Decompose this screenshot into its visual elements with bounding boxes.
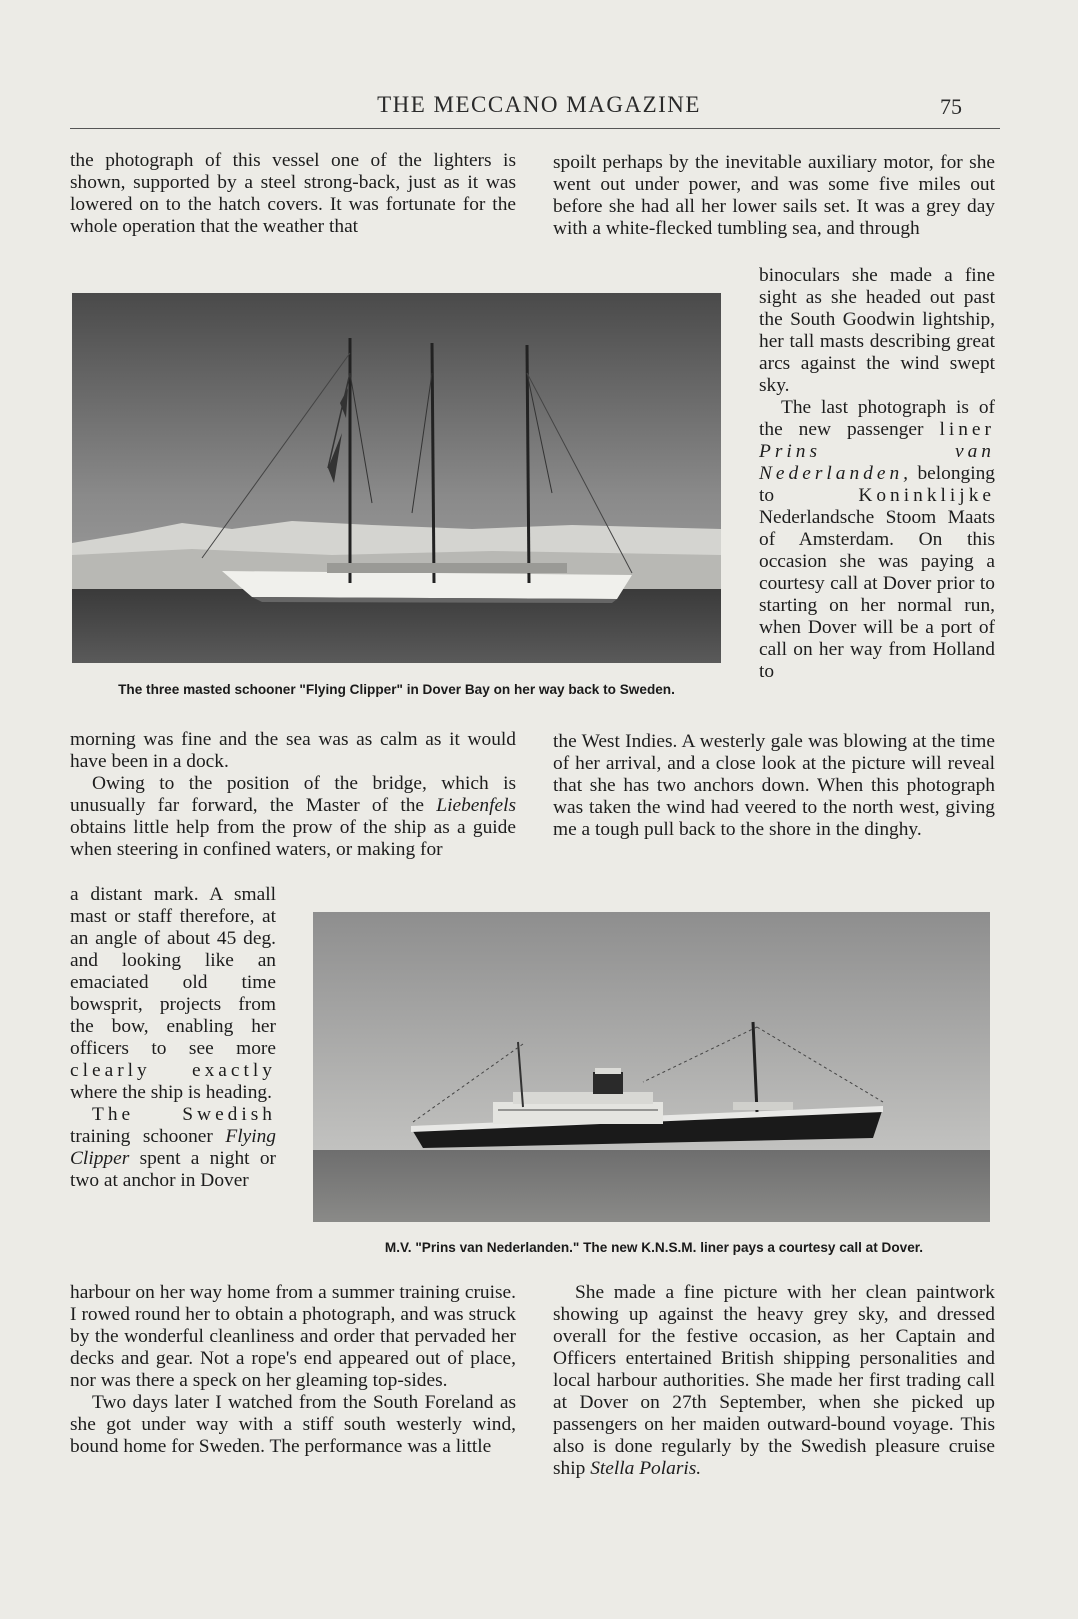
- article-text-middle-right: the West Indies. A westerly gale was blowing at the time of her arrival, and a close look at the picture will reveal that she has two anchors down. When this photograph was taken the wind had veered to the north west, giving me a tough pull back to the shore in the dinghy.: [553, 731, 995, 840]
- photo-prins-van-nederlanden-caption: M.V. "Prins van Nederlanden." The new K.N.S.M. liner pays a courtesy call at Dover.: [384, 1240, 924, 1255]
- liner-photo-illustration: [313, 912, 990, 1222]
- photo-flying-clipper-caption: The three masted schooner "Flying Clipper" in Dover Bay on her way back to Sweden.: [118, 682, 675, 697]
- article-text-middle-left: morning was fine and the sea was as calm as it would have been in a dock. Owing to the position of the bridge, which is unusually far forward, the Master of the Liebenfels obtains little help from the prow of the ship as a guide when steering in confined waters, or making for: [70, 729, 516, 860]
- article-text-bottom-right: She made a fine picture with her clean paintwork showing up against the heavy grey sky, and dressed overall for the festive occasion, as her Captain and Officers entertained British shipping personalities and local harbour authorities. She made her first trading call at Dover on 27th September, when she picked up passengers on her maiden outward-bound voyage. This also is done regularly by the Swedish pleasure cruise ship Stella Polaris.: [553, 1282, 995, 1479]
- running-header: THE MECCANO MAGAZINE: [377, 92, 701, 117]
- article-text-narrow-left: a distant mark. A small mast or staff therefore, at an angle of about 45 deg. and looking like an emaciated old time bowsprit, projects from the bow, enabling her officers to see more clearly exactly where the ship is heading. The Swedish training schooner Flying Clipper spent a night or two at anchor in Dover: [70, 884, 276, 1191]
- article-text-top-right: spoilt perhaps by the inevitable auxiliary motor, for she went out under power, and was some five miles out before she had all her lower sails set. It was a grey day with a white-flecked tumbling sea, and through: [553, 152, 995, 239]
- page-number: 75: [940, 94, 962, 119]
- photo-prins-van-nederlanden: [313, 912, 990, 1222]
- article-text-top-left: the photograph of this vessel one of the lighters is shown, supported by a steel strong-back, just as it was lowered on to the hatch covers. It was fortunate for the whole operation that the weather that: [70, 150, 516, 237]
- article-text-bottom-left: harbour on her way home from a summer training cruise. I rowed round her to obtain a photograph, and was struck by the wonderful cleanliness and order that pervaded her decks and gear. Not a rope's end appeared out of place, nor was there a speck on her gleaming top-sides. Two days later I watched from the South Foreland as she got under way with a stiff south westerly wind, bound home for Sweden. The performance was a little: [70, 1282, 516, 1457]
- header-rule: [70, 128, 1000, 129]
- schooner-photo-illustration: [72, 293, 721, 663]
- article-text-narrow-right: binoculars she made a fine sight as she headed out past the South Goodwin lightship, her tall masts describing great arcs against the wind swept sky. The last photograph is of the new passenger liner Prins van Nederlanden, belonging to Koninklijke Nederlandsche Stoom Maats of Amsterdam. On this occasion she was paying a courtesy call at Dover prior to starting on her normal run, when Dover will be a port of call on her way from Holland to: [759, 265, 995, 682]
- photo-flying-clipper: [72, 293, 721, 663]
